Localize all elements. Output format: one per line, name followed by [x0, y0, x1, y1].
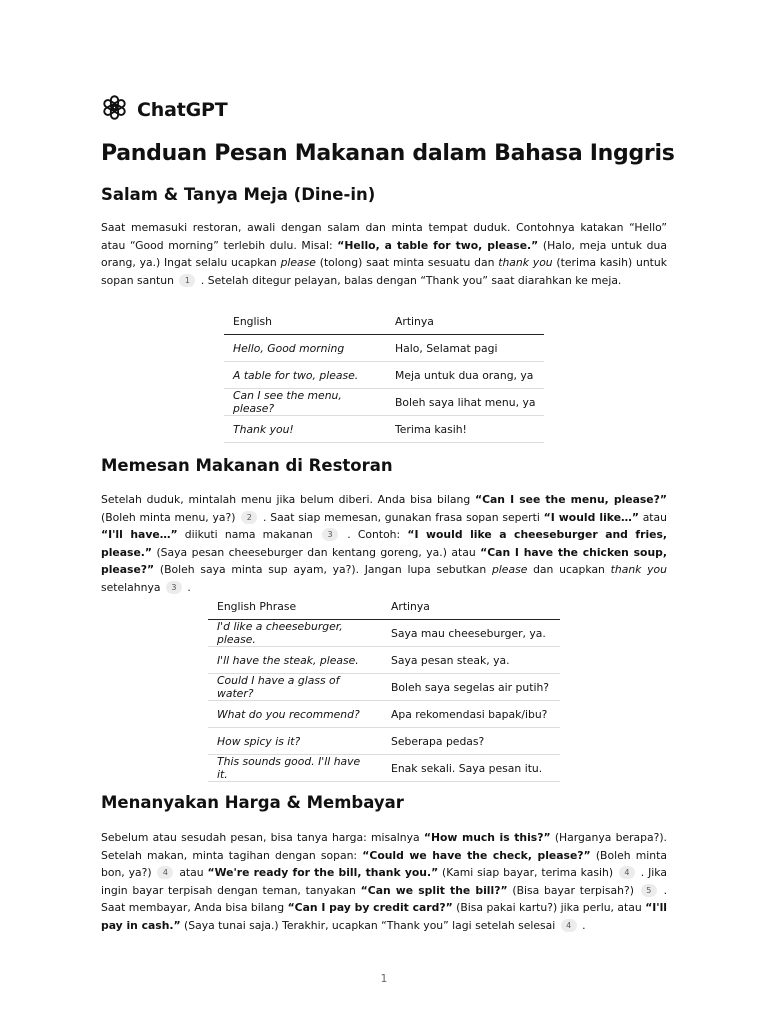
section-heading-dine-in: Salam & Tanya Meja (Dine-in): [101, 185, 376, 204]
column-header: Artinya: [386, 308, 544, 335]
citation-badge[interactable]: 4: [619, 866, 635, 879]
translation-cell: Saya pesan steak, ya.: [382, 647, 560, 674]
english-cell: How spicy is it?: [208, 728, 382, 755]
english-cell: I'd like a cheeseburger, please.: [208, 620, 382, 647]
table-row: [208, 728, 560, 755]
column-header: English Phrase: [208, 593, 382, 620]
column-header: English: [224, 308, 386, 335]
english-cell: What do you recommend?: [208, 701, 382, 728]
phrase-table-greeting: [224, 308, 544, 443]
table-header-row: [224, 308, 544, 335]
brand: [101, 94, 227, 125]
openai-logo-icon: [101, 94, 128, 125]
citation-badge[interactable]: 4: [157, 866, 173, 879]
table-row: [224, 416, 544, 443]
table-row: [224, 362, 544, 389]
section-heading-ordering: Memesan Makanan di Restoran: [101, 456, 393, 475]
citation-badge[interactable]: 1: [179, 274, 195, 287]
brand-name: ChatGPT: [137, 98, 228, 121]
translation-cell: Saya mau cheeseburger, ya.: [382, 620, 560, 647]
table-row: [208, 620, 560, 647]
translation-cell: Halo, Selamat pagi: [386, 335, 544, 362]
citation-badge[interactable]: 5: [641, 884, 657, 897]
citation-badge[interactable]: 2: [241, 511, 257, 524]
citation-badge[interactable]: 4: [561, 919, 577, 932]
english-cell: Could I have a glass of water?: [208, 674, 382, 701]
translation-cell: Meja untuk dua orang, ya: [386, 362, 544, 389]
translation-cell: Enak sekali. Saya pesan itu.: [382, 755, 560, 782]
citation-badge[interactable]: 3: [166, 581, 182, 594]
citation-badge[interactable]: 3: [322, 528, 338, 541]
english-cell: I'll have the steak, please.: [208, 647, 382, 674]
table-row: [208, 674, 560, 701]
table-row: [208, 755, 560, 782]
page-number: 1: [380, 973, 388, 985]
translation-cell: Boleh saya segelas air putih?: [382, 674, 560, 701]
phrase-table-ordering: [208, 593, 560, 782]
section-heading-payment: Menanyakan Harga & Membayar: [101, 793, 404, 812]
table-header-row: [208, 593, 560, 620]
translation-cell: Terima kasih!: [386, 416, 544, 443]
translation-cell: Boleh saya lihat menu, ya: [386, 389, 544, 416]
translation-cell: Seberapa pedas?: [382, 728, 560, 755]
english-cell: Hello, Good morning: [224, 335, 386, 362]
table-row: [208, 647, 560, 674]
english-cell: Thank you!: [224, 416, 386, 443]
table-row: [224, 389, 544, 416]
section-paragraph-ordering: Setelah duduk, mintalah menu jika belum diberi. Anda bisa bilang “Can I see the menu, please?” (Boleh minta menu, ya?) 2 . Saat siap memesan, gunakan frasa sopan seperti “I would like…” atau “I'll have…” diikuti nama makanan 3 . Contoh: “I would like a cheeseburger and fries, please.” (Saya pesan cheeseburger dan kentang goreng, ya.) atau “Can I have the chicken soup, please?” (Boleh saya minta sup ayam, ya?). Jangan lupa sebutkan please dan ucapkan thank you setelahnya 3 .: [101, 493, 668, 594]
english-cell: Can I see the menu, please?: [224, 389, 386, 416]
translation-cell: Apa rekomendasi bapak/ibu?: [382, 701, 560, 728]
english-cell: A table for two, please.: [224, 362, 386, 389]
column-header: Artinya: [382, 593, 560, 620]
page-title: Panduan Pesan Makanan dalam Bahasa Inggris: [101, 141, 675, 166]
table-row: [224, 335, 544, 362]
table-row: [208, 701, 560, 728]
section-paragraph-payment: Sebelum atau sesudah pesan, bisa tanya harga: misalnya “How much is this?” (Harganya berapa?). Setelah makan, minta tagihan dengan sopan: “Could we have the check, please?” (Boleh minta bon, ya?) 4 atau “We're ready for the bill, thank you.” (Kami siap bayar, terima kasih) 4 . Jika ingin bayar terpisah dengan teman, tanyakan “Can we split the bill?” (Bisa bayar terpisah?) 5 . Saat membayar, Anda bisa bilang “Can I pay by credit card?” (Bisa pakai kartu?) jika perlu, atau “I'll pay in cash.” (Saya tunai saja.) Terakhir, ucapkan “Thank you” lagi setelah selesai 4 .: [101, 831, 668, 932]
section-paragraph-dine-in: Saat memasuki restoran, awali dengan salam dan minta tempat duduk. Contohnya katakan “Hello” atau “Good morning” terlebih dulu. Misal: “Hello, a table for two, please.” (Halo, meja untuk dua orang, ya.) Ingat selalu ucapkan please (tolong) saat minta sesuatu dan thank you (terima kasih) untuk sopan santun 1 . Setelah ditegur pelayan, balas dengan “Thank you” saat diarahkan ke meja.: [101, 221, 668, 287]
english-cell: This sounds good. I'll have it.: [208, 755, 382, 782]
